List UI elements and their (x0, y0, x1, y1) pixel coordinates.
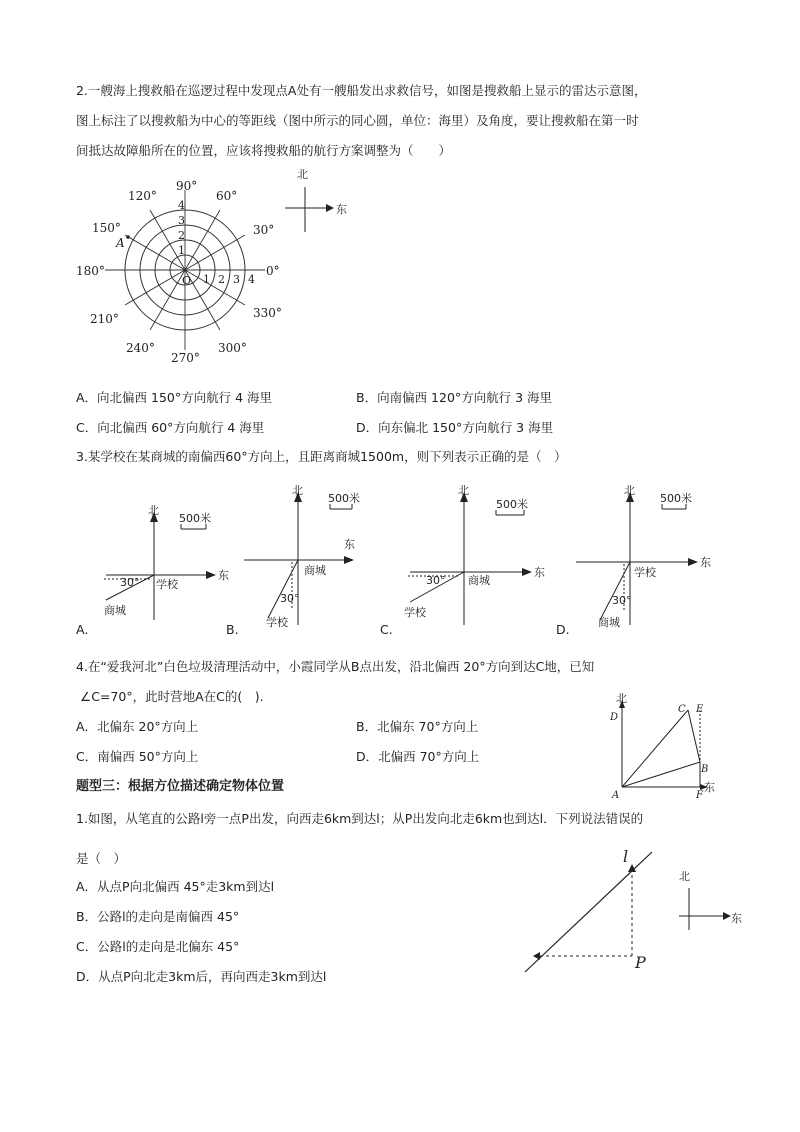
radar-angle-60: 60° (216, 189, 238, 203)
radar-point-a-label: A (116, 236, 125, 250)
q2-stem-line3: 间抵达故障船所在的位置，应该将搜救船的航行方案调整为（ ） (76, 143, 452, 158)
q2-option-c[interactable]: C．向北偏西 60°方向航行 4 海里 (76, 420, 265, 435)
radar-angle-240: 240° (126, 341, 155, 355)
section-title: 题型三：根据方位描述确定物体位置 (76, 779, 285, 794)
q3b-scale: 500米 (328, 492, 360, 505)
q1-option-a[interactable]: A．从点P向北偏西 45°走3km到达l (76, 879, 275, 894)
q4-fig-north: 北 (616, 692, 627, 705)
q4-option-a[interactable]: A．北偏东 20°方向上 (76, 719, 199, 734)
q3c-angle: 30° (426, 574, 446, 587)
q1-figure (515, 842, 665, 982)
q3c-mall: 商城 (468, 574, 490, 587)
q3-stem: 3.某学校在某商城的南偏西60°方向上，且距离商城1500m，则下列表示正确的是（ ） (76, 449, 567, 464)
q1-compass (665, 858, 755, 938)
q3-option-b[interactable]: B. (226, 622, 239, 637)
radar-angle-270: 270° (171, 351, 200, 365)
radar-ring-right-4: 4 (248, 273, 255, 286)
q3d-mall: 商城 (598, 616, 620, 629)
radar-ring-up-1: 1 (178, 244, 185, 257)
q1-fig-line-label: l (623, 847, 629, 866)
q3a-east: 东 (218, 569, 229, 582)
q2-stem-line1: 2.一艘海上搜救船在巡逻过程中发现点A处有一艘船发出求救信号，如图是搜救船上显示的雷达示意图， (76, 83, 647, 98)
radar-angle-0: 0° (266, 264, 280, 278)
q4-fig-e: E (696, 704, 704, 715)
radar-angle-150: 150° (92, 221, 121, 235)
q1-option-d[interactable]: D．从点P向北走3km后，再向西走3km到达l (76, 969, 327, 984)
q2-compass-east: 东 (336, 203, 347, 216)
q4-stem-line2: ∠C=70°，此时营地A在C的( ). (80, 689, 264, 704)
q1-compass-east: 东 (731, 912, 742, 925)
q4-option-d[interactable]: D．北偏西 70°方向上 (356, 749, 480, 764)
q3-option-d[interactable]: D. (556, 622, 570, 637)
q3d-scale: 500米 (660, 492, 692, 505)
radar-ring-right-2: 2 (218, 273, 225, 286)
q4-fig-d: D (610, 712, 619, 723)
q3a-scale: 500米 (179, 512, 211, 525)
q3-figure-c (398, 480, 558, 630)
q2-stem-line2: 图上标注了以搜救船为中心的等距线（图中所示的同心圆，单位：海里）及角度，要让搜救船在第一时 (76, 113, 639, 128)
q2-option-d[interactable]: D．向东偏北 150°方向航行 3 海里 (356, 420, 554, 435)
q3d-east: 东 (700, 556, 711, 569)
q4-fig-f: F (696, 790, 703, 801)
q3c-scale: 500米 (496, 498, 528, 511)
q3c-east: 东 (534, 566, 545, 579)
q4-option-b[interactable]: B．北偏东 70°方向上 (356, 719, 479, 734)
q1-fig-point-p: P (635, 953, 646, 972)
q3d-angle: 30° (612, 594, 632, 607)
radar-figure (70, 170, 290, 370)
q3a-mall: 商城 (104, 604, 126, 617)
q4-fig-b: B (701, 764, 709, 775)
radar-origin-label: O (182, 274, 192, 287)
radar-ring-up-4: 4 (178, 199, 185, 212)
radar-ring-up-2: 2 (178, 229, 185, 242)
q3-figure-a (76, 500, 229, 625)
q4-fig-east: 东 (704, 781, 715, 794)
q3b-school: 学校 (266, 616, 288, 629)
q3-figure-d (572, 480, 722, 630)
q3-option-c[interactable]: C. (380, 622, 393, 637)
q1-stem-line2: 是（ ） (76, 851, 127, 866)
q1-option-b[interactable]: B．公路l的走向是南偏西 45° (76, 909, 240, 924)
radar-angle-210: 210° (90, 312, 119, 326)
q3a-north: 北 (148, 504, 159, 517)
radar-ring-right-1: 1 (203, 273, 210, 286)
q3d-school: 学校 (634, 566, 656, 579)
q3-option-a[interactable]: A. (76, 622, 89, 637)
radar-angle-120: 120° (128, 189, 157, 203)
radar-ring-right-3: 3 (233, 273, 240, 286)
q3b-east: 东 (344, 538, 355, 551)
q3b-north: 北 (292, 484, 303, 497)
q4-fig-c: C (678, 704, 686, 715)
q2-option-a[interactable]: A．向北偏西 150°方向航行 4 海里 (76, 390, 273, 405)
radar-angle-180: 180° (76, 264, 105, 278)
radar-angle-30: 30° (253, 223, 275, 237)
q3a-school: 学校 (156, 578, 178, 591)
q3c-north: 北 (458, 484, 469, 497)
q1-compass-north: 北 (679, 870, 690, 883)
q3d-north: 北 (624, 484, 635, 497)
q4-fig-a: A (612, 790, 620, 801)
radar-angle-90: 90° (176, 179, 198, 193)
q3b-mall: 商城 (304, 564, 326, 577)
q4-option-c[interactable]: C．南偏西 50°方向上 (76, 749, 199, 764)
q3-figure-b (240, 480, 360, 630)
q3c-school: 学校 (404, 606, 426, 619)
radar-angle-300: 300° (218, 341, 247, 355)
radar-ring-up-3: 3 (178, 214, 185, 227)
q2-compass (280, 162, 350, 232)
q4-stem-line1: 4.在“爱我河北”白色垃圾清理活动中，小霞同学从B点出发，沿北偏西 20°方向到达C地，已知 (76, 659, 595, 674)
q1-option-c[interactable]: C．公路l的走向是北偏东 45° (76, 939, 240, 954)
radar-angle-330: 330° (253, 306, 282, 320)
q3b-angle: 30° (280, 592, 300, 605)
q1-stem-line1: 1.如图，从笔直的公路l旁一点P出发，向西走6km到达l；从P出发向北走6km也到达l．下列说法错误的 (76, 811, 644, 826)
q2-option-b[interactable]: B．向南偏西 120°方向航行 3 海里 (356, 390, 553, 405)
q4-figure (600, 692, 720, 804)
q3a-angle: 30° (120, 576, 140, 589)
q2-compass-north: 北 (297, 168, 308, 181)
